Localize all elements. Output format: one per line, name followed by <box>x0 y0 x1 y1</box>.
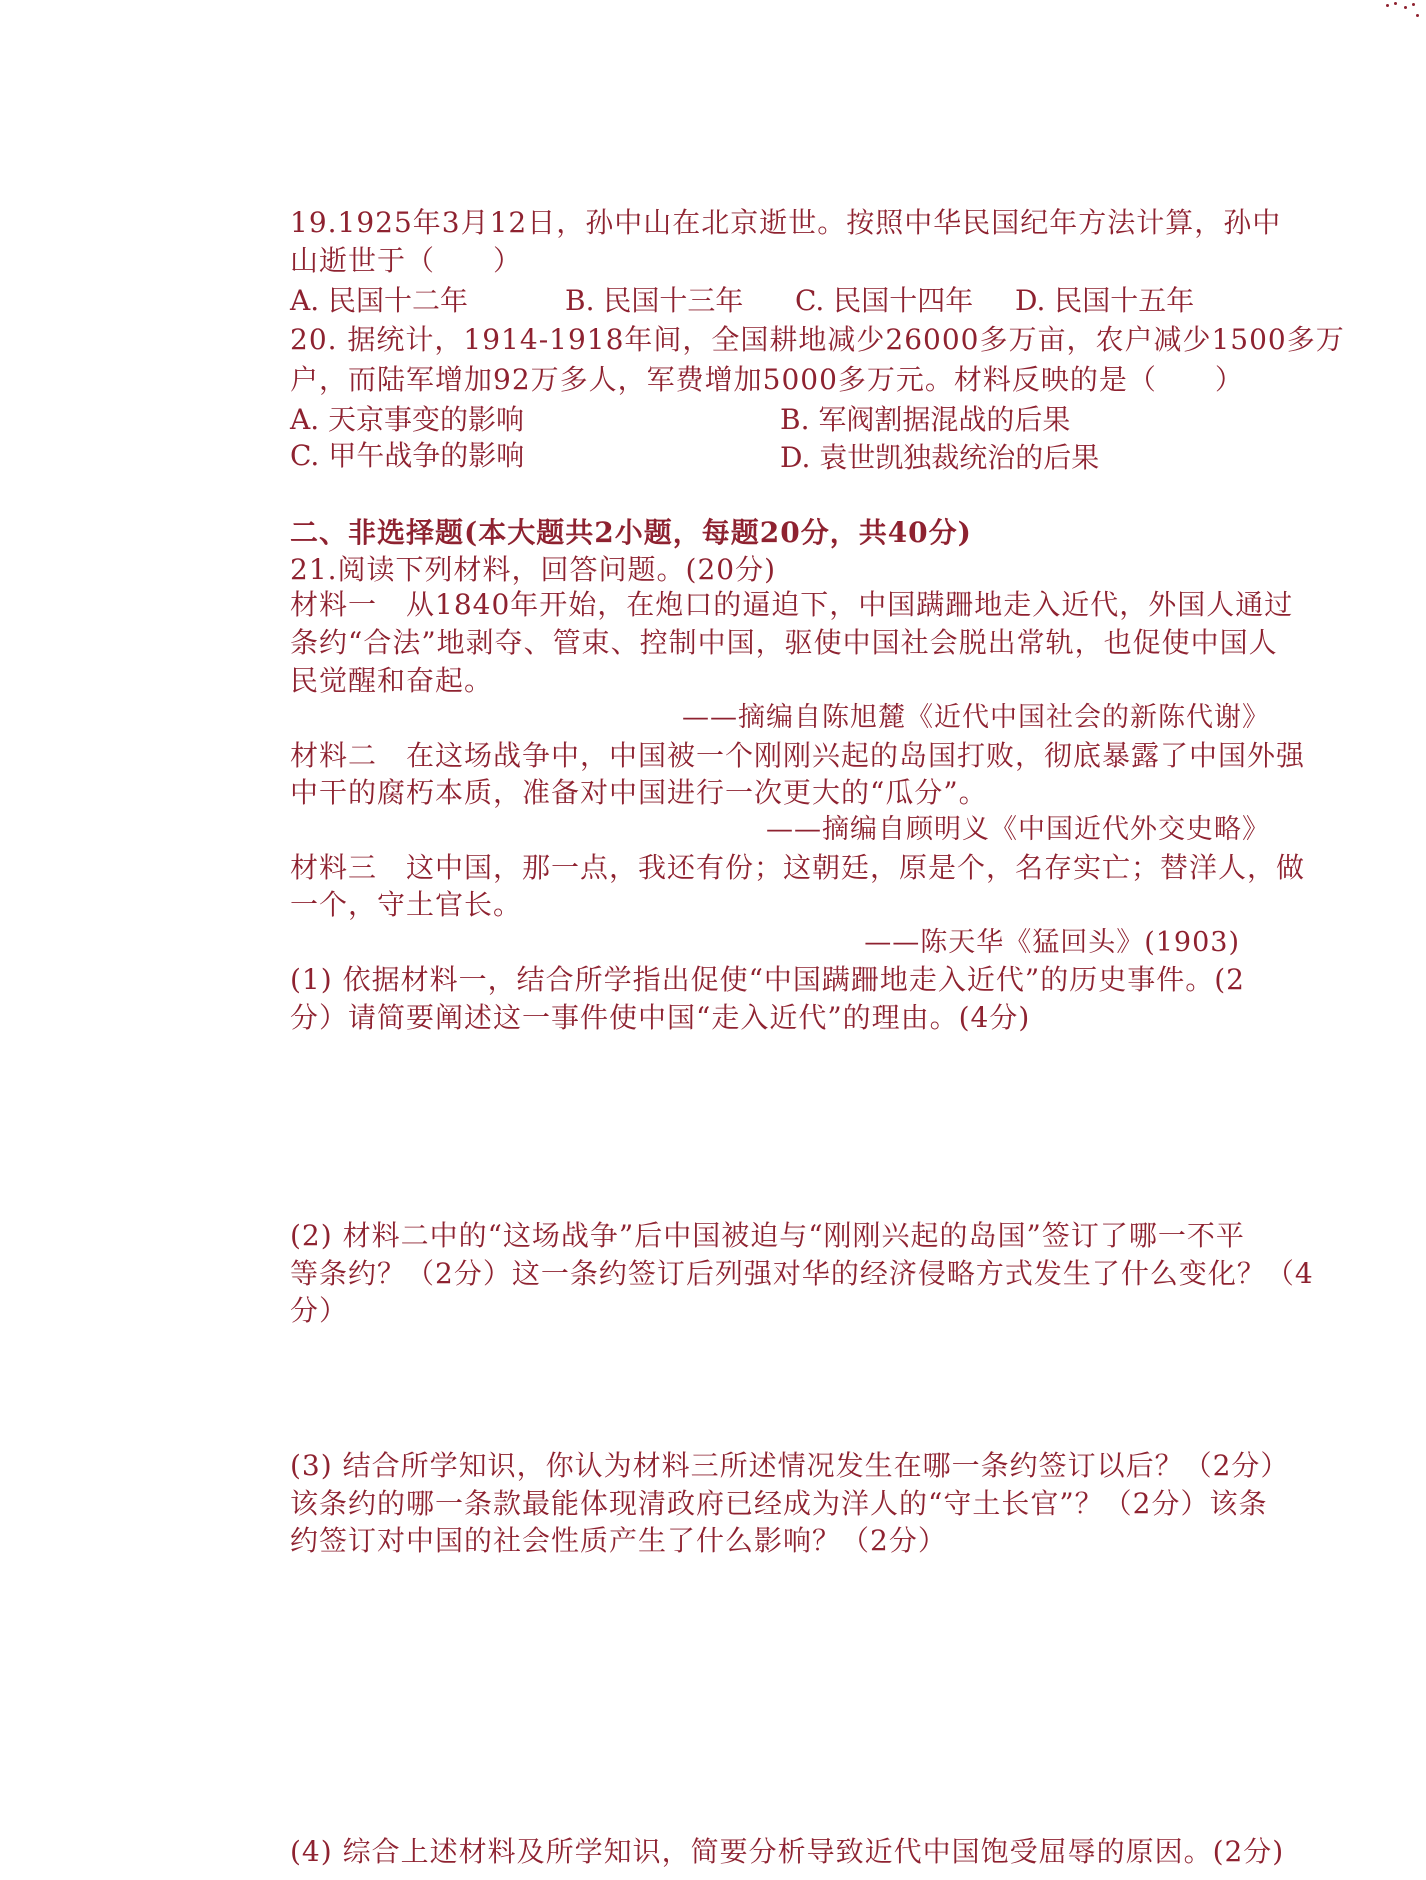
q21-material1-source: ——摘编自陈旭麓《近代中国社会的新陈代谢》 <box>682 702 1270 733</box>
q19-option-b: B. 民国十三年 <box>565 284 744 317</box>
q21-material3-source: ——陈天华《猛回头》(1903) <box>864 927 1240 958</box>
q21-part3-line2: 该条约的哪一条款最能体现清政府已经成为洋人的“守土长官”？（2分）该条 <box>290 1487 1268 1520</box>
q21-material2-source: ——摘编自顾明义《中国近代外交史略》 <box>766 814 1270 845</box>
q21-material1-line3: 民觉醒和奋起。 <box>290 664 494 697</box>
scan-speck-mark <box>1382 0 1422 22</box>
q21-material3-line1: 材料三 这中国，那一点，我还有份；这朝廷，原是个，名存实亡；替洋人，做 <box>290 851 1306 884</box>
q21-part3-line1: (3) 结合所学知识，你认为材料三所述情况发生在哪一条约签订以后？（2分） <box>290 1449 1290 1482</box>
q21-part2-line2: 等条约？（2分）这一条约签订后列强对华的经济侵略方式发生了什么变化？（4 <box>290 1257 1314 1290</box>
q21-material1-line2: 条约“合法”地剥夺、管束、控制中国，驱使中国社会脱出常轨，也促使中国人 <box>290 626 1278 659</box>
section-2-title: 二、非选择题(本大题共2小题，每题20分，共40分) <box>290 516 972 549</box>
q19-option-c: C. 民国十四年 <box>795 284 974 317</box>
q20-stem-line1: 20. 据统计，1914-1918年间，全国耕地减少26000多万亩，农户减少1500多万 <box>290 323 1345 356</box>
q21-material2-line1: 材料二 在这场战争中，中国被一个刚刚兴起的岛国打败，彻底暴露了中国外强 <box>290 739 1306 772</box>
q20-option-a: A. 天京事变的影响 <box>290 403 525 436</box>
q21-part2-line3: 分） <box>290 1294 349 1327</box>
q20-option-d: D. 袁世凯独裁统治的后果 <box>780 441 1100 474</box>
q21-intro: 21.阅读下列材料，回答问题。(20分) <box>290 553 777 586</box>
q19-stem-line1: 19.1925年3月12日，孙中山在北京逝世。按照中华民国纪年方法计算，孙中 <box>290 206 1282 239</box>
q19-option-d: D. 民国十五年 <box>1015 284 1195 317</box>
q21-part1-line1: (1) 依据材料一，结合所学指出促使“中国蹒跚地走入近代”的历史事件。(2 <box>290 963 1245 996</box>
q20-stem-line2: 户，而陆军增加92万多人，军费增加5000多万元。材料反映的是（ ） <box>290 363 1244 396</box>
q21-material2-line2: 中干的腐朽本质，准备对中国进行一次更大的“瓜分”。 <box>290 776 988 809</box>
q21-part4-line1: (4) 综合上述材料及所学知识，简要分析导致近代中国饱受屈辱的原因。(2分) <box>290 1835 1285 1868</box>
q21-part3-line3: 约签订对中国的社会性质产生了什么影响？（2分） <box>290 1524 947 1557</box>
q19-option-a: A. 民国十二年 <box>290 284 469 317</box>
q21-part2-line1: (2) 材料二中的“这场战争”后中国被迫与“刚刚兴起的岛国”签订了哪一不平 <box>290 1219 1245 1252</box>
q19-stem-line2: 山逝世于（ ） <box>290 244 523 277</box>
q21-material3-line2: 一个，守土官长。 <box>290 888 523 921</box>
q20-option-c: C. 甲午战争的影响 <box>290 439 525 472</box>
q21-material1-line1: 材料一 从1840年开始，在炮口的逼迫下，中国蹒跚地走入近代，外国人通过 <box>290 588 1294 621</box>
q20-option-b: B. 军阀割据混战的后果 <box>780 403 1071 436</box>
q21-part1-line2: 分）请简要阐述这一事件使中国“走入近代”的理由。(4分) <box>290 1001 1031 1034</box>
